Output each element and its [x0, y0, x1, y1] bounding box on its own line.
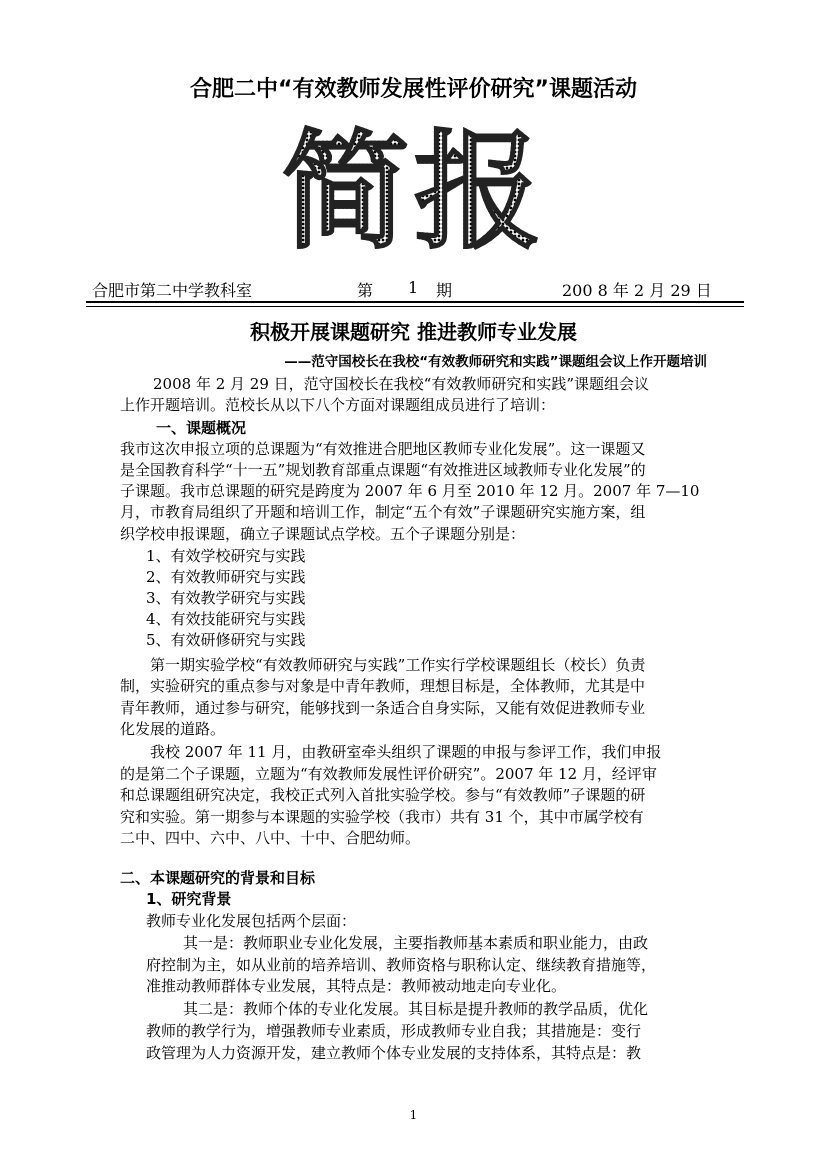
- body-line: 制，实验研究的重点参与对象是中青年教师，理想目标是，全体教师，尤其是中: [120, 677, 646, 695]
- bulletin-header-title: 合肥二中“有效教师发展性评价研究”课题活动: [190, 77, 637, 102]
- masthead-title: [0, 118, 827, 268]
- body-line: 第一期实验学校“有效教师研究与实践”工作实行学校课题组长（校长）负责: [150, 656, 646, 674]
- list-item: 1、有效学校研究与实践: [146, 547, 306, 565]
- issue-number: 1: [408, 278, 419, 297]
- body-line: 二中、四中、六中、八中、十中、合肥幼师。: [120, 829, 421, 847]
- body-line: 教师专业化发展包括两个层面：: [146, 912, 357, 930]
- article-subtitle: ——范守国校长在我校“有效教师研究和实践”课题组会议上作开题培训: [284, 354, 707, 370]
- body-line: 其一是：教师职业专业化发展，主要指教师基本素质和职业能力，由政: [183, 934, 649, 952]
- header-divider-thin: [86, 306, 744, 307]
- section-heading: 一、课题概况: [156, 419, 247, 437]
- body-line: 青年教师，通过参与研究，能够找到一条适合自身实际，又能有效促进教师专业: [120, 699, 646, 717]
- body-line: 其二是：教师个体的专业化发展。其目标是提升教师的教学品质，优化: [183, 1000, 649, 1018]
- list-item: 2、有效教师研究与实践: [146, 568, 306, 586]
- list-item: 3、有效教学研究与实践: [146, 589, 306, 607]
- subsection-heading: 1、研究背景: [146, 890, 232, 908]
- body-line: 政管理为人力资源开发，建立教师个体专业发展的支持体系，其特点是：教: [146, 1044, 642, 1062]
- list-item: 5、有效研修研究与实践: [146, 631, 306, 649]
- body-line: 府控制为主，如从业前的培养培训、教师资格与职称认定、继续教育措施等，: [146, 956, 657, 974]
- body-line: 2008 年 2 月 29 日，范守国校长在我校“有效教师研究和实践”课题组会议: [153, 375, 649, 393]
- body-line: 教师的教学行为，增强教师专业素质，形成教师专业自我；其措施是：变行: [146, 1022, 642, 1040]
- body-line: 究和实验。第一期参与本课题的实验学校（我市）共有 31 个，其中市属学校有: [120, 808, 644, 826]
- list-item: 4、有效技能研究与实践: [146, 610, 306, 628]
- issue-label: 第: [357, 281, 374, 300]
- section-heading: 二、本课题研究的背景和目标: [120, 869, 316, 887]
- body-line: 和总课题组研究决定，我校正式列入首批实验学校。参与“有效教师”子课题的研: [120, 786, 646, 804]
- issue-date: 200 8 年 2 月 29 日: [562, 281, 712, 300]
- body-line: 子课题。我市总课题的研究是跨度为 2007 年 6 月至 2010 年 12 月。2007 年 7—10: [120, 482, 700, 500]
- body-line: 我校 2007 年 11 月，由教研室牵头组织了课题的申报与参评工作，我们申报: [150, 743, 662, 761]
- header-divider-thick: [86, 301, 744, 303]
- body-line: 化发展的道路。: [120, 720, 226, 738]
- article-title: 积极开展课题研究 推进教师专业发展: [250, 320, 577, 344]
- masthead-text: 简报: [281, 118, 546, 267]
- body-line: 我市这次申报立项的总课题为“有效推进合肥地区教师专业化发展”。这一课题又: [120, 440, 646, 458]
- body-line: 准推动教师群体专业发展，其特点是：教师被动地走向专业化。: [146, 977, 567, 995]
- org-name: 合肥市第二中学教科室: [92, 281, 253, 300]
- body-line: 的是第二个子课题，立题为“有效教师发展性评价研究”。2007 年 12 月，经评审: [120, 765, 657, 783]
- body-line: 月，市教育局组织了开题和培训工作，制定“五个有效”子课题研究实施方案，组: [120, 503, 646, 521]
- page-number: 1: [409, 1108, 418, 1122]
- issue-unit: 期: [436, 281, 453, 300]
- body-line: 上作开题培训。范校长从以下八个方面对课题组成员进行了培训：: [120, 396, 556, 414]
- body-line: 织学校申报课题，确立子课题试点学校。五个子课题分别是：: [120, 525, 526, 543]
- body-line: 是全国教育科学“十一五”规划教育部重点课题“有效推进区域教师专业化发展”的: [120, 461, 646, 479]
